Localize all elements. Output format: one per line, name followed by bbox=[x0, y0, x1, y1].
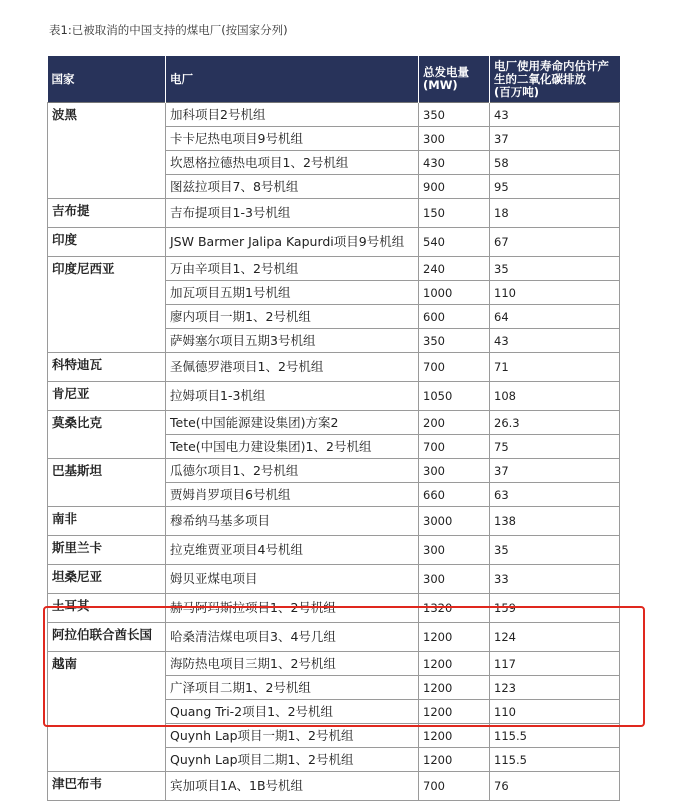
table-row bbox=[48, 257, 620, 281]
plant-cell: 赫马阿玛斯拉项目1、2号机组 bbox=[166, 594, 419, 623]
plant-cell: 姆贝亚煤电项目 bbox=[166, 565, 419, 594]
country-cell: 科特迪瓦 bbox=[48, 353, 166, 382]
plant-cell: 拉姆项目1-3机组 bbox=[166, 382, 419, 411]
emissions-cell: 110 bbox=[490, 281, 620, 305]
plant-cell: 萨姆塞尔项目五期3号机组 bbox=[166, 329, 419, 353]
capacity-cell: 1050 bbox=[419, 382, 490, 411]
capacity-cell: 1320 bbox=[419, 594, 490, 623]
emissions-cell: 67 bbox=[490, 228, 620, 257]
emissions-cell: 75 bbox=[490, 435, 620, 459]
table-row bbox=[48, 565, 620, 594]
emissions-cell: 43 bbox=[490, 329, 620, 353]
capacity-cell: 150 bbox=[419, 199, 490, 228]
table-row bbox=[48, 536, 620, 565]
plant-cell: 吉布提项目1-3号机组 bbox=[166, 199, 419, 228]
table-row bbox=[48, 353, 620, 382]
capacity-cell: 3000 bbox=[419, 507, 490, 536]
table-row bbox=[48, 772, 620, 801]
emissions-cell: 108 bbox=[490, 382, 620, 411]
emissions-cell: 115.5 bbox=[490, 724, 620, 748]
capacity-cell: 240 bbox=[419, 257, 490, 281]
plant-cell: Quynh Lap项目一期1、2号机组 bbox=[166, 724, 419, 748]
country-cell: 印度尼西亚 bbox=[48, 257, 166, 353]
emissions-cell: 35 bbox=[490, 257, 620, 281]
country-cell: 阿拉伯联合酋长国 bbox=[48, 623, 166, 652]
header-plant: 电厂 bbox=[166, 56, 419, 103]
header-country: 国家 bbox=[48, 56, 166, 103]
plant-cell: 贾姆肖罗项目6号机组 bbox=[166, 483, 419, 507]
table-row bbox=[48, 103, 620, 127]
plant-cell: Tete(中国能源建设集团)方案2 bbox=[166, 411, 419, 435]
plant-cell: Tete(中国电力建设集团)1、2号机组 bbox=[166, 435, 419, 459]
coal-plants-table bbox=[47, 56, 620, 801]
table-row bbox=[48, 459, 620, 483]
plant-cell: 坎恩格拉德热电项目1、2号机组 bbox=[166, 151, 419, 175]
capacity-cell: 700 bbox=[419, 772, 490, 801]
plant-cell: 图兹拉项目7、8号机组 bbox=[166, 175, 419, 199]
country-cell: 坦桑尼亚 bbox=[48, 565, 166, 594]
capacity-cell: 600 bbox=[419, 305, 490, 329]
emissions-cell: 58 bbox=[490, 151, 620, 175]
capacity-cell: 1200 bbox=[419, 623, 490, 652]
capacity-cell: 700 bbox=[419, 435, 490, 459]
plant-cell: Quang Tri-2项目1、2号机组 bbox=[166, 700, 419, 724]
capacity-cell: 1000 bbox=[419, 281, 490, 305]
capacity-cell: 700 bbox=[419, 353, 490, 382]
country-cell: 斯里兰卡 bbox=[48, 536, 166, 565]
capacity-cell: 1200 bbox=[419, 700, 490, 724]
emissions-cell: 117 bbox=[490, 652, 620, 676]
table-header-row bbox=[48, 56, 620, 103]
emissions-cell: 159 bbox=[490, 594, 620, 623]
plant-cell: 穆希纳马基多项目 bbox=[166, 507, 419, 536]
emissions-cell: 63 bbox=[490, 483, 620, 507]
country-cell: 莫桑比克 bbox=[48, 411, 166, 459]
capacity-cell: 1200 bbox=[419, 652, 490, 676]
emissions-cell: 110 bbox=[490, 700, 620, 724]
header-emissions: 电厂使用寿命内估计产 生的二氧化碳排放 (百万吨) bbox=[490, 56, 620, 103]
capacity-cell: 430 bbox=[419, 151, 490, 175]
capacity-cell: 660 bbox=[419, 483, 490, 507]
plant-cell: 万由辛项目1、2号机组 bbox=[166, 257, 419, 281]
table-row bbox=[48, 594, 620, 623]
table-row bbox=[48, 507, 620, 536]
country-cell: 吉布提 bbox=[48, 199, 166, 228]
table-row bbox=[48, 382, 620, 411]
capacity-cell: 540 bbox=[419, 228, 490, 257]
capacity-cell: 1200 bbox=[419, 724, 490, 748]
table-row bbox=[48, 228, 620, 257]
table-row bbox=[48, 199, 620, 228]
plant-cell: 瓜德尔项目1、2号机组 bbox=[166, 459, 419, 483]
plant-cell: 加科项目2号机组 bbox=[166, 103, 419, 127]
capacity-cell: 900 bbox=[419, 175, 490, 199]
emissions-cell: 76 bbox=[490, 772, 620, 801]
emissions-cell: 18 bbox=[490, 199, 620, 228]
table-row bbox=[48, 652, 620, 676]
header-capacity: 总发电量 (MW) bbox=[419, 56, 490, 103]
table-row bbox=[48, 411, 620, 435]
emissions-cell: 37 bbox=[490, 459, 620, 483]
emissions-cell: 124 bbox=[490, 623, 620, 652]
emissions-cell: 123 bbox=[490, 676, 620, 700]
capacity-cell: 300 bbox=[419, 127, 490, 151]
emissions-cell: 95 bbox=[490, 175, 620, 199]
plant-cell: 廖内项目一期1、2号机组 bbox=[166, 305, 419, 329]
capacity-cell: 300 bbox=[419, 565, 490, 594]
country-cell: 越南 bbox=[48, 652, 166, 772]
emissions-cell: 64 bbox=[490, 305, 620, 329]
plant-cell: 宾加项目1A、1B号机组 bbox=[166, 772, 419, 801]
emissions-cell: 33 bbox=[490, 565, 620, 594]
country-cell: 土耳其 bbox=[48, 594, 166, 623]
country-cell: 南非 bbox=[48, 507, 166, 536]
emissions-cell: 43 bbox=[490, 103, 620, 127]
country-cell: 巴基斯坦 bbox=[48, 459, 166, 507]
plant-cell: 圣佩德罗港项目1、2号机组 bbox=[166, 353, 419, 382]
country-cell: 津巴布韦 bbox=[48, 772, 166, 801]
capacity-cell: 200 bbox=[419, 411, 490, 435]
emissions-cell: 115.5 bbox=[490, 748, 620, 772]
capacity-cell: 300 bbox=[419, 536, 490, 565]
table-row bbox=[48, 623, 620, 652]
emissions-cell: 35 bbox=[490, 536, 620, 565]
emissions-cell: 138 bbox=[490, 507, 620, 536]
country-cell: 波黑 bbox=[48, 103, 166, 199]
capacity-cell: 1200 bbox=[419, 676, 490, 700]
emissions-cell: 26.3 bbox=[490, 411, 620, 435]
plant-cell: 拉克维贾亚项目4号机组 bbox=[166, 536, 419, 565]
country-cell: 印度 bbox=[48, 228, 166, 257]
plant-cell: Quynh Lap项目二期1、2号机组 bbox=[166, 748, 419, 772]
country-cell: 肯尼亚 bbox=[48, 382, 166, 411]
emissions-cell: 71 bbox=[490, 353, 620, 382]
capacity-cell: 1200 bbox=[419, 748, 490, 772]
table-body bbox=[48, 103, 620, 801]
plant-cell: 哈桑清洁煤电项目3、4号几组 bbox=[166, 623, 419, 652]
capacity-cell: 300 bbox=[419, 459, 490, 483]
capacity-cell: 350 bbox=[419, 329, 490, 353]
table-caption: 表1:已被取消的中国支持的煤电厂(按国家分列) bbox=[49, 23, 288, 37]
plant-cell: JSW Barmer Jalipa Kapurdi项目9号机组 bbox=[166, 228, 419, 257]
plant-cell: 海防热电项目三期1、2号机组 bbox=[166, 652, 419, 676]
capacity-cell: 350 bbox=[419, 103, 490, 127]
plant-cell: 卡卡尼热电项目9号机组 bbox=[166, 127, 419, 151]
plant-cell: 广泽项目二期1、2号机组 bbox=[166, 676, 419, 700]
emissions-cell: 37 bbox=[490, 127, 620, 151]
plant-cell: 加瓦项目五期1号机组 bbox=[166, 281, 419, 305]
